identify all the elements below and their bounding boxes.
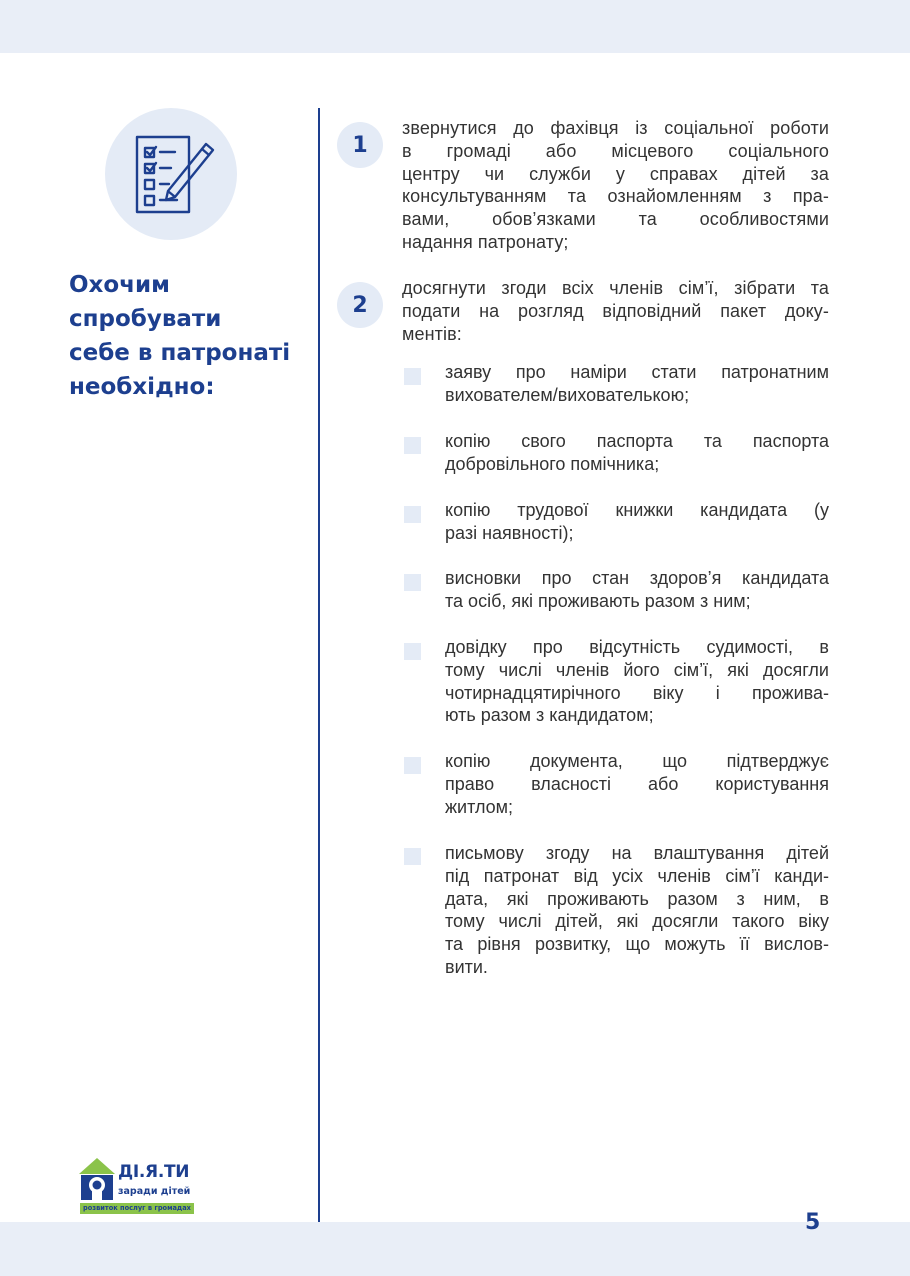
text-line: житлом; (445, 796, 514, 817)
text-line: заяву про наміри стати патронатним (445, 362, 829, 382)
text-line: вихователем/вихователькою; (445, 384, 690, 405)
document-list-item (445, 430, 829, 476)
text-line: подати на розгляд відповідний пакет доку- (402, 300, 829, 321)
text-line: надання патронату; (402, 231, 569, 252)
text-line: чотирнадцятирічного віку і прожива- (445, 682, 829, 703)
text-line: разі наявності); (445, 522, 574, 543)
heading-line: Охочим (69, 272, 170, 298)
step-2-text (402, 277, 829, 345)
text-line: письмову згоду на влаштування дітей (445, 843, 829, 863)
vertical-divider (318, 108, 320, 1222)
text-line: право власності або користування (445, 773, 829, 794)
text-line: вити. (445, 956, 488, 977)
text-line: копію свого паспорта та паспорта (445, 431, 829, 451)
section-heading (69, 268, 314, 404)
step-number-badge: 2 (337, 282, 383, 328)
text-line: в громаді або місцевого соціального (402, 140, 829, 161)
text-line: ють разом з кандидатом; (445, 705, 654, 726)
diyaty-logo (78, 1156, 198, 1216)
text-line: тому числі членів його сім’ї, які досягли (445, 659, 829, 680)
text-line: ментів: (402, 323, 462, 344)
text-line: звернутися до фахівця із соціальної роботи (402, 118, 829, 138)
checklist-icon-circle (105, 108, 237, 240)
house-logo-icon (78, 1156, 118, 1202)
text-line: копію трудової книжки кандидата (у (445, 500, 829, 520)
bottom-band (0, 1222, 910, 1276)
document-list-item (445, 361, 829, 407)
text-line: копію документа, що підтверджує (445, 751, 829, 771)
text-line: центру чи служби у справах дітей за (402, 163, 829, 184)
text-line: висновки про стан здоров’я кандидата (445, 568, 829, 588)
document-list-item (445, 636, 829, 727)
document-list-item (445, 842, 829, 979)
list-bullet (404, 506, 421, 523)
heading-line: необхідно: (69, 374, 215, 400)
list-bullet (404, 848, 421, 865)
text-line: та рівня розвитку, що можуть її вислов- (445, 934, 829, 955)
logo-title: ДІ.Я.ТИ (118, 1162, 190, 1182)
document-list-item (445, 567, 829, 613)
document-list-item (445, 499, 829, 545)
text-line: дата, які проживають разом з ним, в (445, 888, 829, 909)
document-list-item (445, 750, 829, 818)
text-line: досягнути згоди всіх членів сім’ї, зібрати та (402, 278, 829, 298)
logo-strip: розвиток послуг в громадах (80, 1203, 194, 1214)
list-bullet (404, 574, 421, 591)
text-line: добровільного помічника; (445, 453, 660, 474)
heading-line: спробувати (69, 306, 222, 332)
list-bullet (404, 757, 421, 774)
logo-subtitle: заради дітей (118, 1186, 191, 1197)
heading-line: себе в патронаті (69, 340, 291, 366)
text-line: довідку про відсутність судимості, в (445, 637, 829, 657)
checklist-pencil-icon (105, 108, 237, 240)
list-bullet (404, 643, 421, 660)
text-line: вами, обов’язками та особливостями (402, 209, 829, 230)
list-bullet (404, 368, 421, 385)
text-line: тому числі дітей, які досягли такого віку (445, 911, 829, 932)
list-bullet (404, 437, 421, 454)
text-line: та осіб, які проживають разом з ним; (445, 590, 751, 611)
text-line: консультуванням та ознайомленням з пра- (402, 186, 829, 207)
page-number: 5 (805, 1210, 821, 1235)
text-line: під патронат від усіх членів сім’ї канди- (445, 865, 829, 886)
step-1-text (402, 117, 829, 254)
top-band (0, 0, 910, 53)
step-number-badge: 1 (337, 122, 383, 168)
